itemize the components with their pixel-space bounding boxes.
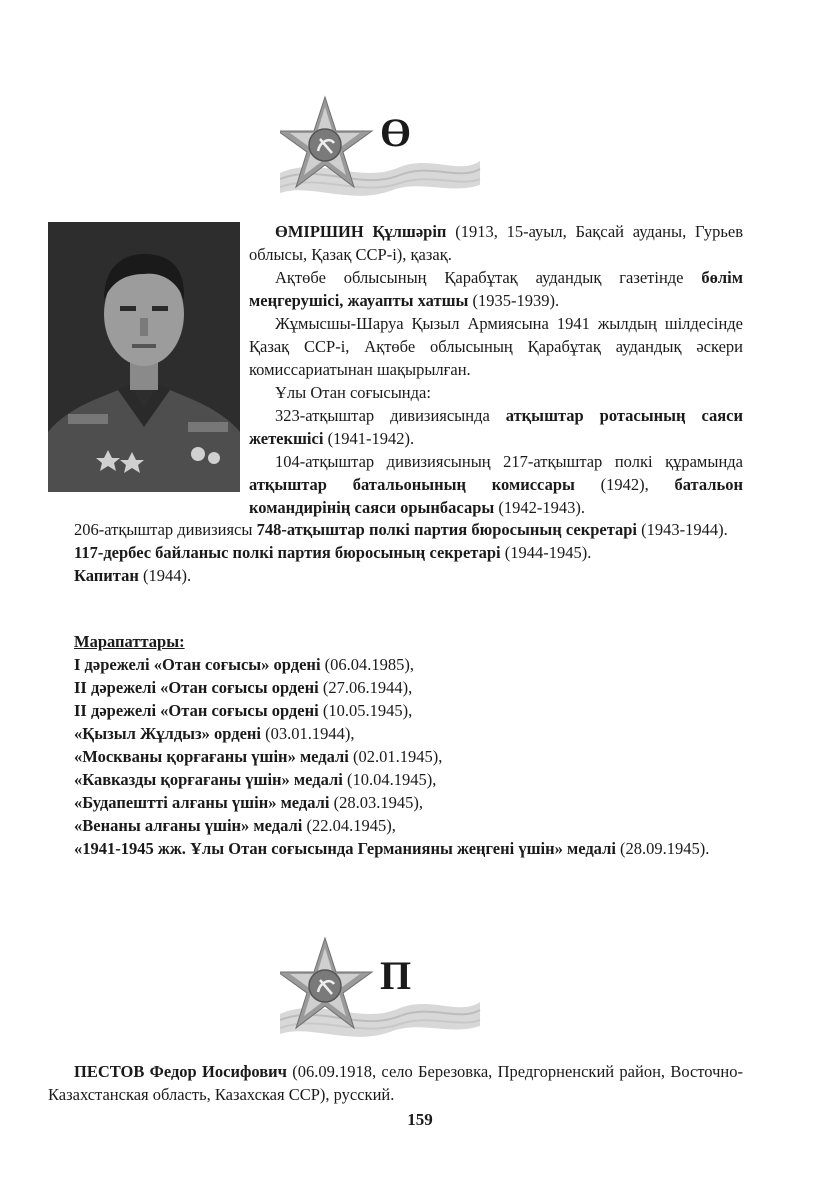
award-items (48, 653, 743, 837)
bio-text: (1941-1942). (323, 429, 415, 448)
award-date: (28.09.1945). (615, 839, 710, 858)
award-date: (22.04.1945), (302, 816, 396, 835)
rank-title: Капитан (74, 566, 139, 585)
portrait-photo (48, 222, 240, 492)
position-title: батальон командирінің саяси орынбасары (249, 475, 743, 517)
bio-text: Ақтөбе облысының Қарабұтақ аудандық газетінде (275, 268, 702, 287)
bio-paragraph (249, 266, 743, 312)
award-name: ІІ дәрежелі «Отан соғысы ордені (74, 701, 319, 720)
award-item (48, 814, 743, 837)
award-date: (02.01.1945), (348, 747, 443, 766)
section-letter: Ө (380, 110, 412, 155)
person-name: ӨМІРШИН Құлшәріп (275, 222, 447, 241)
award-name: «Москваны қорғағаны үшін» медалі (74, 747, 349, 766)
award-date: (28.03.1945), (329, 793, 424, 812)
bio-paragraph (48, 541, 743, 564)
award-item (48, 676, 743, 699)
award-item (48, 768, 743, 791)
award-name: «Кавказды қорғағаны үшін» медалі (74, 770, 343, 789)
award-date: (03.01.1944), (261, 724, 355, 743)
award-item (48, 699, 743, 722)
section-header-p (280, 936, 500, 1046)
bio-paragraph: Жұмысшы-Шаруа Қызыл Армиясына 1941 жылдың шілдесінде Қазақ ССР-і, Ақтөбе облысының Қарабұтақ аудандық әскери комиссариатынан шақырылған. (249, 314, 743, 379)
section-letter: П (380, 953, 412, 998)
bio-paragraph: Ұлы Отан соғысында: (275, 383, 431, 402)
bio-text-upper (249, 220, 743, 519)
award-date: (06.04.1985), (320, 655, 415, 674)
bio-text: 323-атқыштар дивизиясында (275, 406, 506, 425)
bio-text: (1942-1943). (494, 498, 585, 517)
bio-paragraph (249, 220, 743, 266)
award-item (48, 745, 743, 768)
award-date: (10.04.1945), (342, 770, 437, 789)
award-name: «1941-1945 жж. Ұлы Отан соғысында Германияны жеңгені үшін» медалі (74, 839, 616, 858)
bio-text: (06.09.1918, село Березовка, Предгорненский район, Восточно-Казахстанская область, Казахская ССР), русский. (48, 1062, 744, 1104)
bio-text: (1943-1944). (637, 520, 728, 539)
bio-paragraph (249, 404, 743, 450)
person-name: ПЕСТОВ Федор Иосифович (74, 1062, 287, 1081)
bio-text: (1942), (574, 475, 675, 494)
awards-list (48, 630, 743, 860)
bio-text-lower (48, 518, 743, 587)
award-date: (27.06.1944), (318, 678, 413, 697)
bio-text: (1913, 15-ауыл, Бақсай ауданы, Гурьев облысы, Қазақ ССР-і), қазақ. (249, 222, 743, 264)
position-title: атқыштар батальонының комиссары (249, 475, 575, 494)
bio-text: (1935-1939). (468, 291, 560, 310)
page-number: 159 (407, 1110, 433, 1129)
bio-text-pestov (48, 1060, 743, 1106)
bio-paragraph (48, 564, 743, 587)
awards-heading-line (48, 630, 743, 653)
section-header-o (280, 95, 500, 205)
bio-text: (1944). (138, 566, 192, 585)
awards-heading: Марапаттары: (74, 632, 185, 651)
award-item (48, 791, 743, 814)
bio-text: 206-атқыштар дивизиясы (74, 520, 257, 539)
position-title: бөлім меңгерушісі, жауапты хатшы (249, 268, 743, 310)
award-item (48, 722, 743, 745)
award-item (48, 837, 743, 860)
award-name: ІІ дәрежелі «Отан соғысы ордені (74, 678, 319, 697)
bio-text: 104-атқыштар дивизиясының 217-атқыштар полкі құрамында (275, 452, 743, 471)
bio-text: (1944-1945). (500, 543, 592, 562)
award-name: «Будапештті алғаны үшін» медалі (74, 793, 330, 812)
award-name: І дәрежелі «Отан соғысы» ордені (74, 655, 321, 674)
position-title: атқыштар ротасының саяси жетекшісі (249, 406, 743, 448)
award-item (48, 653, 743, 676)
position-title: 748-атқыштар полкі партия бюросының секретарі (256, 520, 638, 539)
award-name: «Қызыл Жұлдыз» ордені (74, 724, 262, 743)
award-name: «Венаны алғаны үшін» медалі (74, 816, 303, 835)
bio-paragraph (48, 1060, 743, 1106)
bio-paragraph (249, 450, 743, 519)
position-title: 117-дербес байланыс полкі партия бюросының секретарі (74, 543, 501, 562)
award-date: (10.05.1945), (318, 701, 413, 720)
bio-paragraph (48, 518, 743, 541)
